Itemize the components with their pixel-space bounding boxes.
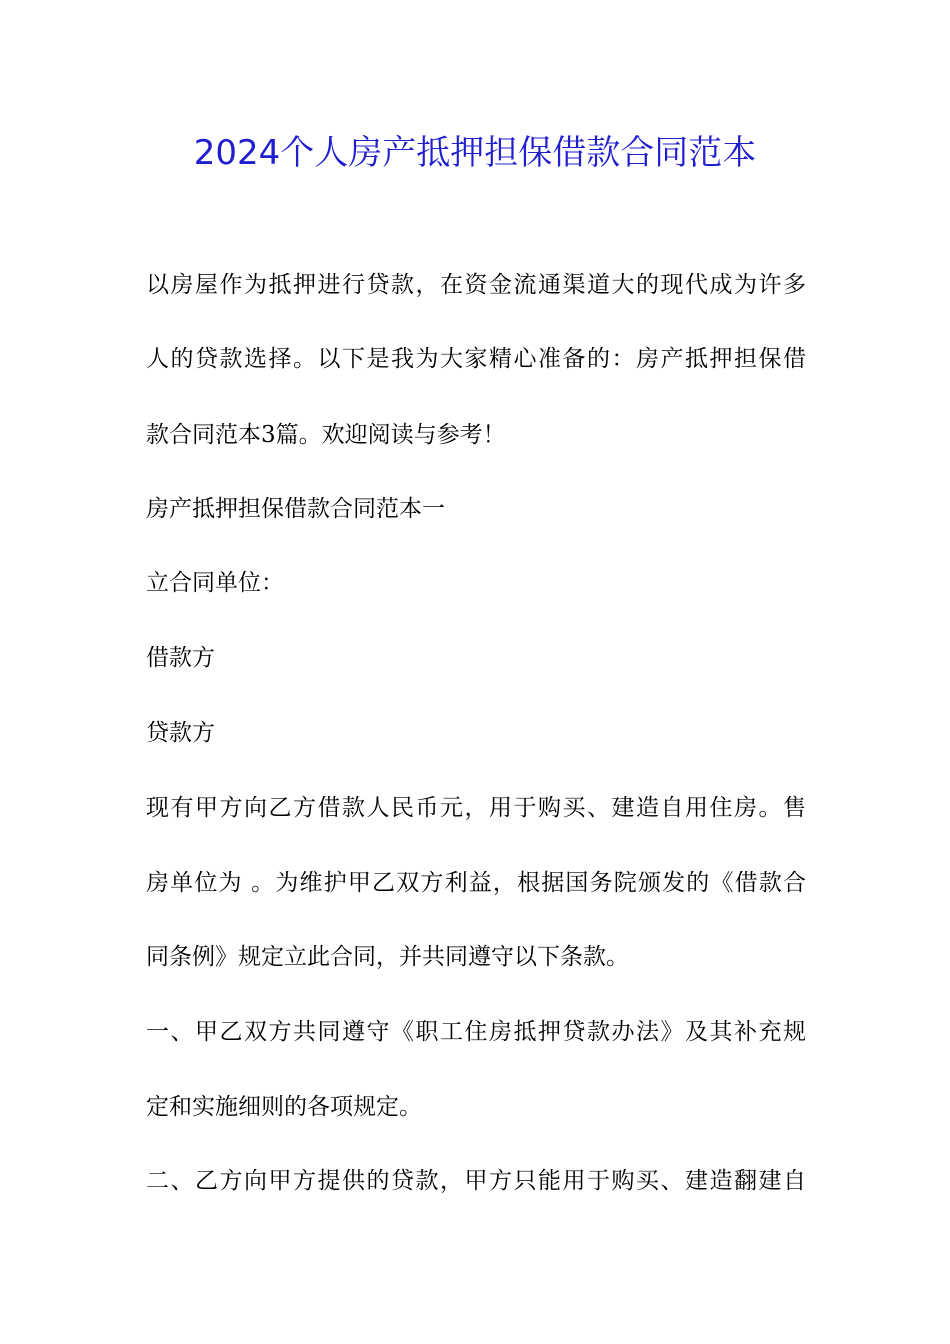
paragraph-line: 一、甲乙双方共同遵守《职工住房抵押贷款办法》及其补充规 [146,1019,806,1045]
paragraph-line: 立合同单位： [146,570,284,596]
paragraph-line: 现有甲方向乙方借款人民币元，用于购买、建造自用住房。售 [146,795,806,821]
paragraph-line: 定和实施细则的各项规定。 [146,1094,422,1120]
paragraph-line: 二、乙方向甲方提供的贷款，甲方只能用于购买、建造翻建自 [146,1168,806,1194]
paragraph-line: 款合同范本3篇。欢迎阅读与参考！ [146,422,506,448]
paragraph-line: 以房屋作为抵押进行贷款，在资金流通渠道大的现代成为许多 [146,272,806,298]
paragraph-line: 房单位为 。为维护甲乙双方利益，根据国务院颁发的《借款合 [146,870,806,896]
paragraph-line: 人的贷款选择。以下是我为大家精心准备的：房产抵押担保借 [146,346,806,372]
paragraph-line: 同条例》规定立此合同，并共同遵守以下条款。 [146,944,629,970]
document-title: 2024个人房产抵押担保借款合同范本 [193,133,757,173]
paragraph-line: 借款方 [146,645,215,671]
paragraph-line: 贷款方 [146,720,215,746]
section-heading: 房产抵押担保借款合同范本一 [146,496,445,522]
